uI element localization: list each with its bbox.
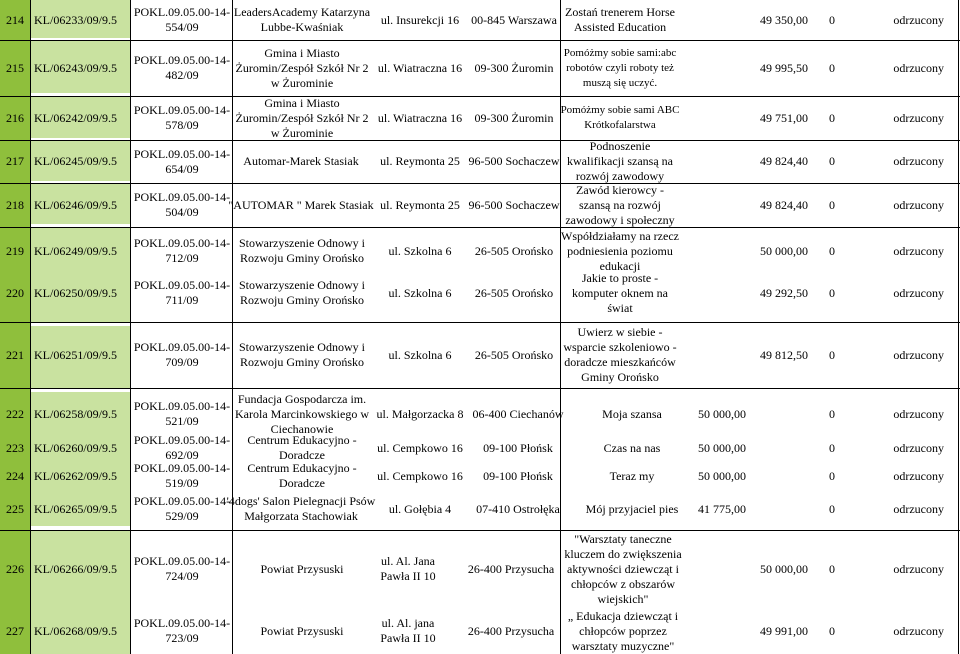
amount: 50 000,00 [698, 468, 746, 483]
table-row [0, 0, 960, 40]
project-title: Pomóżmy sobie sami:abc robotów czyli roboty też muszą się uczyć. [563, 46, 677, 89]
status-label: odrzucony [893, 623, 944, 638]
street-address: ul. Wiatraczna 16 [377, 60, 463, 75]
points: 0 [829, 110, 835, 125]
row-number: 216 [6, 110, 24, 125]
postal-city: 06-400 Ciechanów [472, 406, 564, 421]
row-number: 222 [6, 406, 24, 421]
project-code: POKL.09.05.00-14-554/09 [133, 5, 231, 34]
applicant-name: Powiat Przysuski [260, 623, 344, 638]
project-title: Współdziałamy na rzecz podniesienia poziomu edukacji [561, 228, 679, 273]
street-address: ul. Szkolna 6 [388, 285, 452, 300]
reference-number: KL/06233/09/9.5 [34, 12, 117, 27]
reference-number: KL/06250/09/9.5 [34, 285, 117, 300]
amount: 50 000,00 [698, 406, 746, 421]
project-code: POKL.09.05.00-14-712/09 [133, 236, 231, 265]
row-number: 223 [6, 440, 24, 455]
project-code: POKL.09.05.00-14-482/09 [133, 53, 231, 82]
project-title: Zawód kierowcy - szansą na rozwój zawodowy i społeczny [565, 182, 675, 227]
points: 0 [829, 623, 835, 638]
table-row [0, 140, 960, 183]
project-title: Mój przyjaciel pies [585, 501, 679, 516]
reference-number: KL/06266/09/9.5 [34, 561, 117, 576]
street-address: ul. Al. jana Pawła II 10 [380, 616, 436, 645]
street-address: ul. Małgorzacka 8 [376, 406, 464, 421]
points: 0 [829, 197, 835, 212]
applicant-name: Powiat Przysuski [260, 561, 344, 576]
table-row [0, 392, 960, 436]
points: 0 [829, 440, 835, 455]
project-code: POKL.09.05.00-14-521/09 [133, 399, 231, 428]
table-row [0, 322, 960, 388]
amount: 50 000,00 [760, 561, 808, 576]
reference-number: KL/06268/09/9.5 [34, 623, 117, 638]
postal-city: 09-100 Płońsk [483, 468, 553, 483]
points: 0 [829, 347, 835, 362]
status-label: odrzucony [893, 12, 944, 27]
postal-city: 26-400 Przysucha [467, 561, 555, 576]
postal-city: 09-300 Żuromin [474, 110, 554, 125]
street-address: ul. Szkolna 6 [388, 347, 452, 362]
postal-city: 26-400 Przysucha [467, 623, 555, 638]
project-title: „ Edukacja dziewcząt i chłopców poprzez warsztaty muzyczne" [567, 608, 679, 653]
project-code: POKL.09.05.00-14-504/09 [133, 190, 231, 219]
project-code: POKL.09.05.00-14-711/09 [133, 278, 231, 307]
points: 0 [829, 285, 835, 300]
project-title: Czas na nas [603, 440, 661, 455]
status-label: odrzucony [893, 60, 944, 75]
amount: 49 824,40 [760, 154, 808, 168]
points: 0 [829, 468, 835, 483]
project-code: POKL.09.05.00-14-723/09 [133, 616, 231, 645]
status-label: odrzucony [893, 285, 944, 300]
status-label: odrzucony [893, 468, 944, 483]
street-address: ul. Insurekcji 16 [380, 12, 460, 27]
points: 0 [829, 243, 835, 258]
project-title: Podnoszenie kwalifikacji szansą na rozwój zawodowy [567, 139, 673, 183]
points: 0 [829, 154, 835, 168]
postal-city: 96-500 Sochaczew [468, 154, 560, 168]
project-title: "Warsztaty taneczne kluczem do zwiększenia aktywności dziewcząt i chłopców z obszarów wiejskich" [564, 531, 682, 606]
points: 0 [829, 501, 835, 516]
amount: 49 350,00 [760, 12, 808, 27]
amount: 49 812,50 [760, 347, 808, 362]
table-row [0, 492, 960, 526]
amount: 50 000,00 [698, 440, 746, 455]
applicant-name: Automar-Marek Stasiak [243, 154, 359, 168]
street-address: ul. Cempkowo 16 [377, 468, 463, 483]
reference-number: KL/06245/09/9.5 [34, 154, 117, 168]
project-code: POKL.09.05.00-14-578/09 [133, 103, 231, 132]
project-code: POKL.09.05.00-14-519/09 [133, 461, 231, 490]
project-title: Moja szansa [602, 406, 662, 421]
project-code: POKL.09.05.00-14-709/09 [133, 340, 231, 369]
postal-city: 09-100 Płońsk [483, 440, 553, 455]
applicant-name: Stowarzyszenie Odnowy i Rozwoju Gminy Orońsko [239, 236, 365, 265]
table-row [0, 433, 960, 463]
status-label: odrzucony [893, 561, 944, 576]
reference-number: KL/06258/09/9.5 [34, 406, 117, 421]
status-label: odrzucony [893, 440, 944, 455]
amount: 49 995,50 [760, 60, 808, 75]
status-label: odrzucony [893, 501, 944, 516]
applicant-name: Gmina i Miasto Żuromin/Zespół Szkół Nr 2 w Żurominie [235, 95, 369, 140]
status-label: odrzucony [893, 110, 944, 125]
reference-number: KL/06251/09/9.5 [34, 347, 117, 362]
project-code: POKL.09.05.00-14-692/09 [133, 433, 231, 462]
table-row [0, 183, 960, 227]
row-number: 218 [6, 197, 24, 212]
row-number: 219 [6, 243, 24, 258]
applicant-name: Fundacja Gospodarcza im. Karola Marcinkowskiego w Ciechanowie [235, 391, 369, 436]
street-address: ul. Reymonta 25 [380, 197, 460, 212]
street-address: ul. Gołębia 4 [388, 501, 452, 516]
project-title: Pomóżmy sobie sami ABC Krótkofalarstwa [560, 104, 680, 131]
project-code: POKL.09.05.00-14-529/09 [133, 494, 231, 523]
row-divider [0, 388, 960, 389]
street-address: ul. Reymonta 25 [380, 154, 460, 168]
table-row [0, 460, 960, 492]
reference-number: KL/06262/09/9.5 [34, 468, 117, 483]
table-row [0, 40, 960, 96]
points: 0 [829, 406, 835, 421]
table-row [0, 96, 960, 140]
reference-number: KL/06249/09/9.5 [34, 243, 117, 258]
status-label: odrzucony [893, 243, 944, 258]
points: 0 [829, 12, 835, 27]
postal-city: 96-500 Sochaczew [468, 197, 560, 212]
reference-number: KL/06265/09/9.5 [34, 501, 117, 516]
row-number: 214 [6, 12, 24, 27]
row-number: 221 [6, 347, 24, 362]
table-row [0, 268, 960, 318]
postal-city: 07-410 Ostrołęka [476, 501, 560, 516]
postal-city: 00-845 Warszawa [471, 12, 557, 27]
applicant-name: Centrum Edukacyjno - Doradcze [247, 433, 357, 462]
status-label: odrzucony [893, 154, 944, 168]
status-label: odrzucony [893, 406, 944, 421]
applicant-name: '4dogs' Salon Pielegnacji Psów Małgorzata Stachowiak [226, 494, 376, 523]
project-title: Jakie to proste - komputer oknem na świat [572, 270, 668, 315]
row-number: 217 [6, 154, 24, 168]
amount: 49 751,00 [760, 110, 808, 125]
project-code: POKL.09.05.00-14-724/09 [133, 554, 231, 583]
reference-number: KL/06243/09/9.5 [34, 60, 117, 75]
status-label: odrzucony [893, 197, 944, 212]
amount: 49 991,00 [760, 623, 808, 638]
applicant-name: Stowarzyszenie Odnowy i Rozwoju Gminy Orońsko [239, 340, 365, 369]
points: 0 [829, 561, 835, 576]
amount: 49 824,40 [760, 197, 808, 212]
reference-number: KL/06246/09/9.5 [34, 197, 117, 212]
applicant-name: "AUTOMAR " Marek Stasiak [228, 197, 374, 212]
status-label: odrzucony [893, 347, 944, 362]
amount: 41 775,00 [698, 501, 746, 516]
project-title: Zostań trenerem Horse Assisted Education [565, 5, 675, 34]
points: 0 [829, 60, 835, 75]
applicant-name: Stowarzyszenie Odnowy i Rozwoju Gminy Orońsko [239, 278, 365, 307]
row-number: 225 [6, 501, 24, 516]
applicant-name: LeadersAcademy Katarzyna Lubbe-Kwaśniak [233, 5, 371, 34]
applicant-name: Gmina i Miasto Żuromin/Zespół Szkół Nr 2 w Żurominie [235, 45, 369, 90]
project-title: Uwierz w siebie - wsparcie szkoleniowo - doradcze mieszkańców Gminy Orońsko [563, 325, 677, 384]
street-address: ul. Wiatraczna 16 [377, 110, 463, 125]
project-title: Teraz my [609, 468, 655, 483]
street-address: ul. Szkolna 6 [388, 243, 452, 258]
street-address: ul. Al. Jana Pawła II 10 [380, 554, 436, 583]
row-number: 226 [6, 561, 24, 576]
reference-number: KL/06260/09/9.5 [34, 440, 117, 455]
applicant-name: Centrum Edukacyjno - Doradcze [247, 461, 357, 490]
reference-number: KL/06242/09/9.5 [34, 110, 117, 125]
street-address: ul. Cempkowo 16 [377, 440, 463, 455]
row-number: 215 [6, 60, 24, 75]
row-number: 220 [6, 285, 24, 300]
postal-city: 26-505 Orońsko [474, 243, 554, 258]
table-row [0, 608, 960, 654]
postal-city: 26-505 Orońsko [474, 347, 554, 362]
amount: 50 000,00 [760, 243, 808, 258]
row-number: 227 [6, 623, 24, 638]
table-row [0, 530, 960, 608]
row-number: 224 [6, 468, 24, 483]
postal-city: 09-300 Żuromin [474, 60, 554, 75]
amount: 49 292,50 [760, 285, 808, 300]
postal-city: 26-505 Orońsko [474, 285, 554, 300]
project-code: POKL.09.05.00-14-654/09 [133, 146, 231, 176]
